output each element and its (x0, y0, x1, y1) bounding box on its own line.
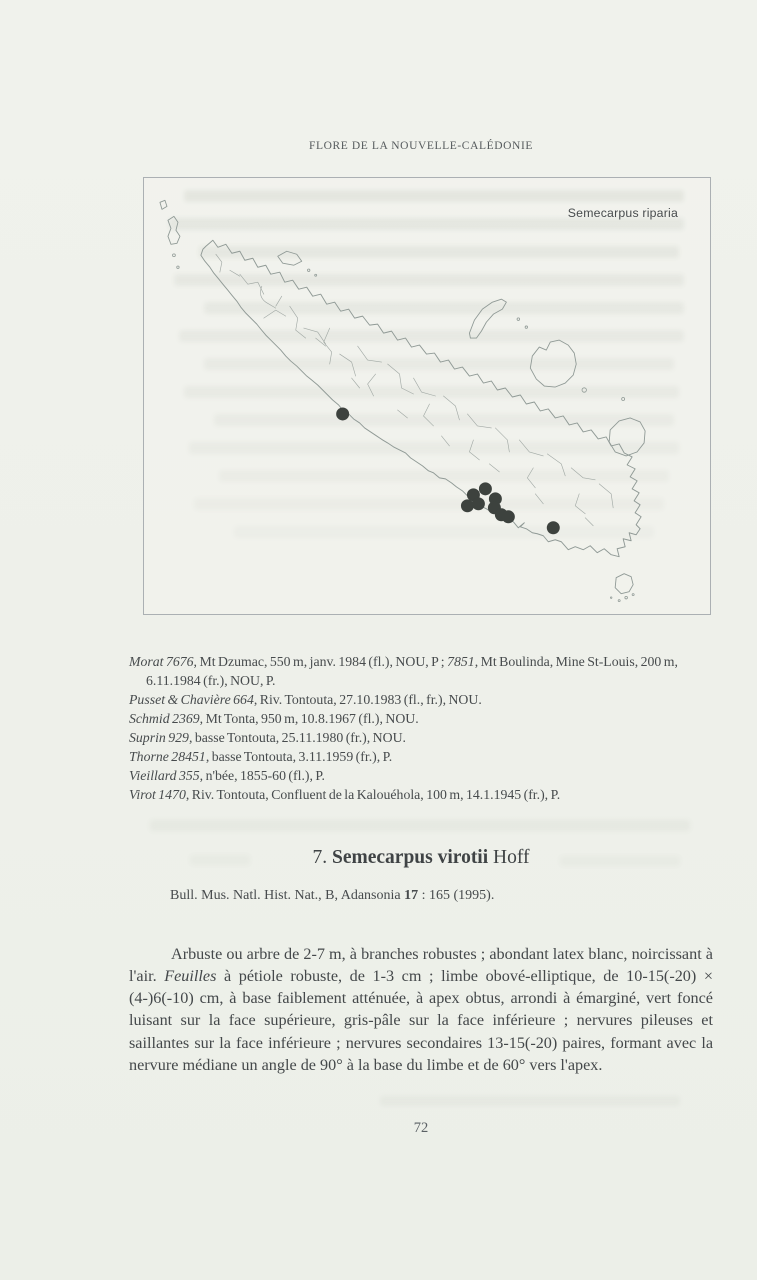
ouvea-outline (469, 299, 506, 338)
loyalty-islands (469, 299, 645, 456)
bleed-through (150, 820, 690, 831)
species-description: Arbuste ou arbre de 2-7 m, à branches robustes ; abondant latex blanc, noircissant à l'air. Feuilles à pétiole robuste, de 1-3 cm ; limbe obové-elliptique, de 10-15(-20) × (4-)6(-10) cm, à base faiblement atténuée, à apex obtus, arrondi à émarginé, vert foncé luisant sur la face supérieure, gris-pâle sur la face inférieure ; nervures pileuses et saillantes sur la face inférieure ; nervures secondaires 13-15(-20) paires, formant avec la nervure médiane un angle de 90° à la base du limbe et de 60° vers l'apex. (129, 945, 713, 1074)
bleed-through (380, 1096, 680, 1106)
tiga-outline (582, 388, 586, 392)
species-heading (130, 845, 712, 871)
running-head: FLORE DE LA NOUVELLE-CALÉDONIE (308, 140, 533, 152)
belep-islands (160, 200, 180, 268)
specimen-citation-list (129, 652, 719, 804)
distribution-map (143, 177, 711, 615)
new-caledonia-map-svg (144, 178, 710, 614)
occurrence-dots (336, 407, 560, 534)
specimen-citation: Morat 7676, Mt Dzumac, 550 m, janv. 1984 (fl.), NOU, P ; 7851, Mt Boulinda, Mine St-Louis, 200 m, 6.11.1984 (fr.), NOU, P. (129, 654, 678, 688)
river-network-lines (216, 254, 613, 526)
lifou-outline (530, 340, 576, 387)
specimen-citation: Schmid 2369, Mt Tonta, 950 m, 10.8.1967 (fl.), NOU. (129, 711, 419, 726)
species-author: Hoff (493, 847, 530, 868)
specimen-citation: Suprin 929, basse Tontouta, 25.11.1980 (fr.), NOU. (129, 730, 407, 745)
species-name: Semecarpus virotii (331, 847, 489, 868)
specimen-citation: Thorne 28451, basse Tontouta, 3.11.1959 (fr.), P. (129, 749, 393, 764)
map-species-label: Semecarpus riparia (567, 206, 678, 220)
ile-des-pins (610, 574, 634, 602)
specimen-citation: Virot 1470, Riv. Tontouta, Confluent de la Kalouéhola, 100 m, 14.1.1945 (fr.), P. (129, 787, 561, 802)
grande-terre-outline (201, 240, 641, 556)
specimen-citation: Vieillard 355, n'bée, 1855-60 (fl.), P. (129, 768, 325, 783)
species-number: 7. (312, 847, 328, 868)
specimen-citation: Pusset & Chavière 664, Riv. Tontouta, 27.10.1983 (fl., fr.), NOU. (129, 692, 482, 707)
balabio-islets (278, 251, 528, 328)
bibliographic-reference: Bull. Mus. Natl. Hist. Nat., B, Adansonia 17 : 165 (1995). (170, 888, 495, 903)
page-number: 72 (413, 1120, 429, 1136)
mare-outline (609, 418, 645, 456)
